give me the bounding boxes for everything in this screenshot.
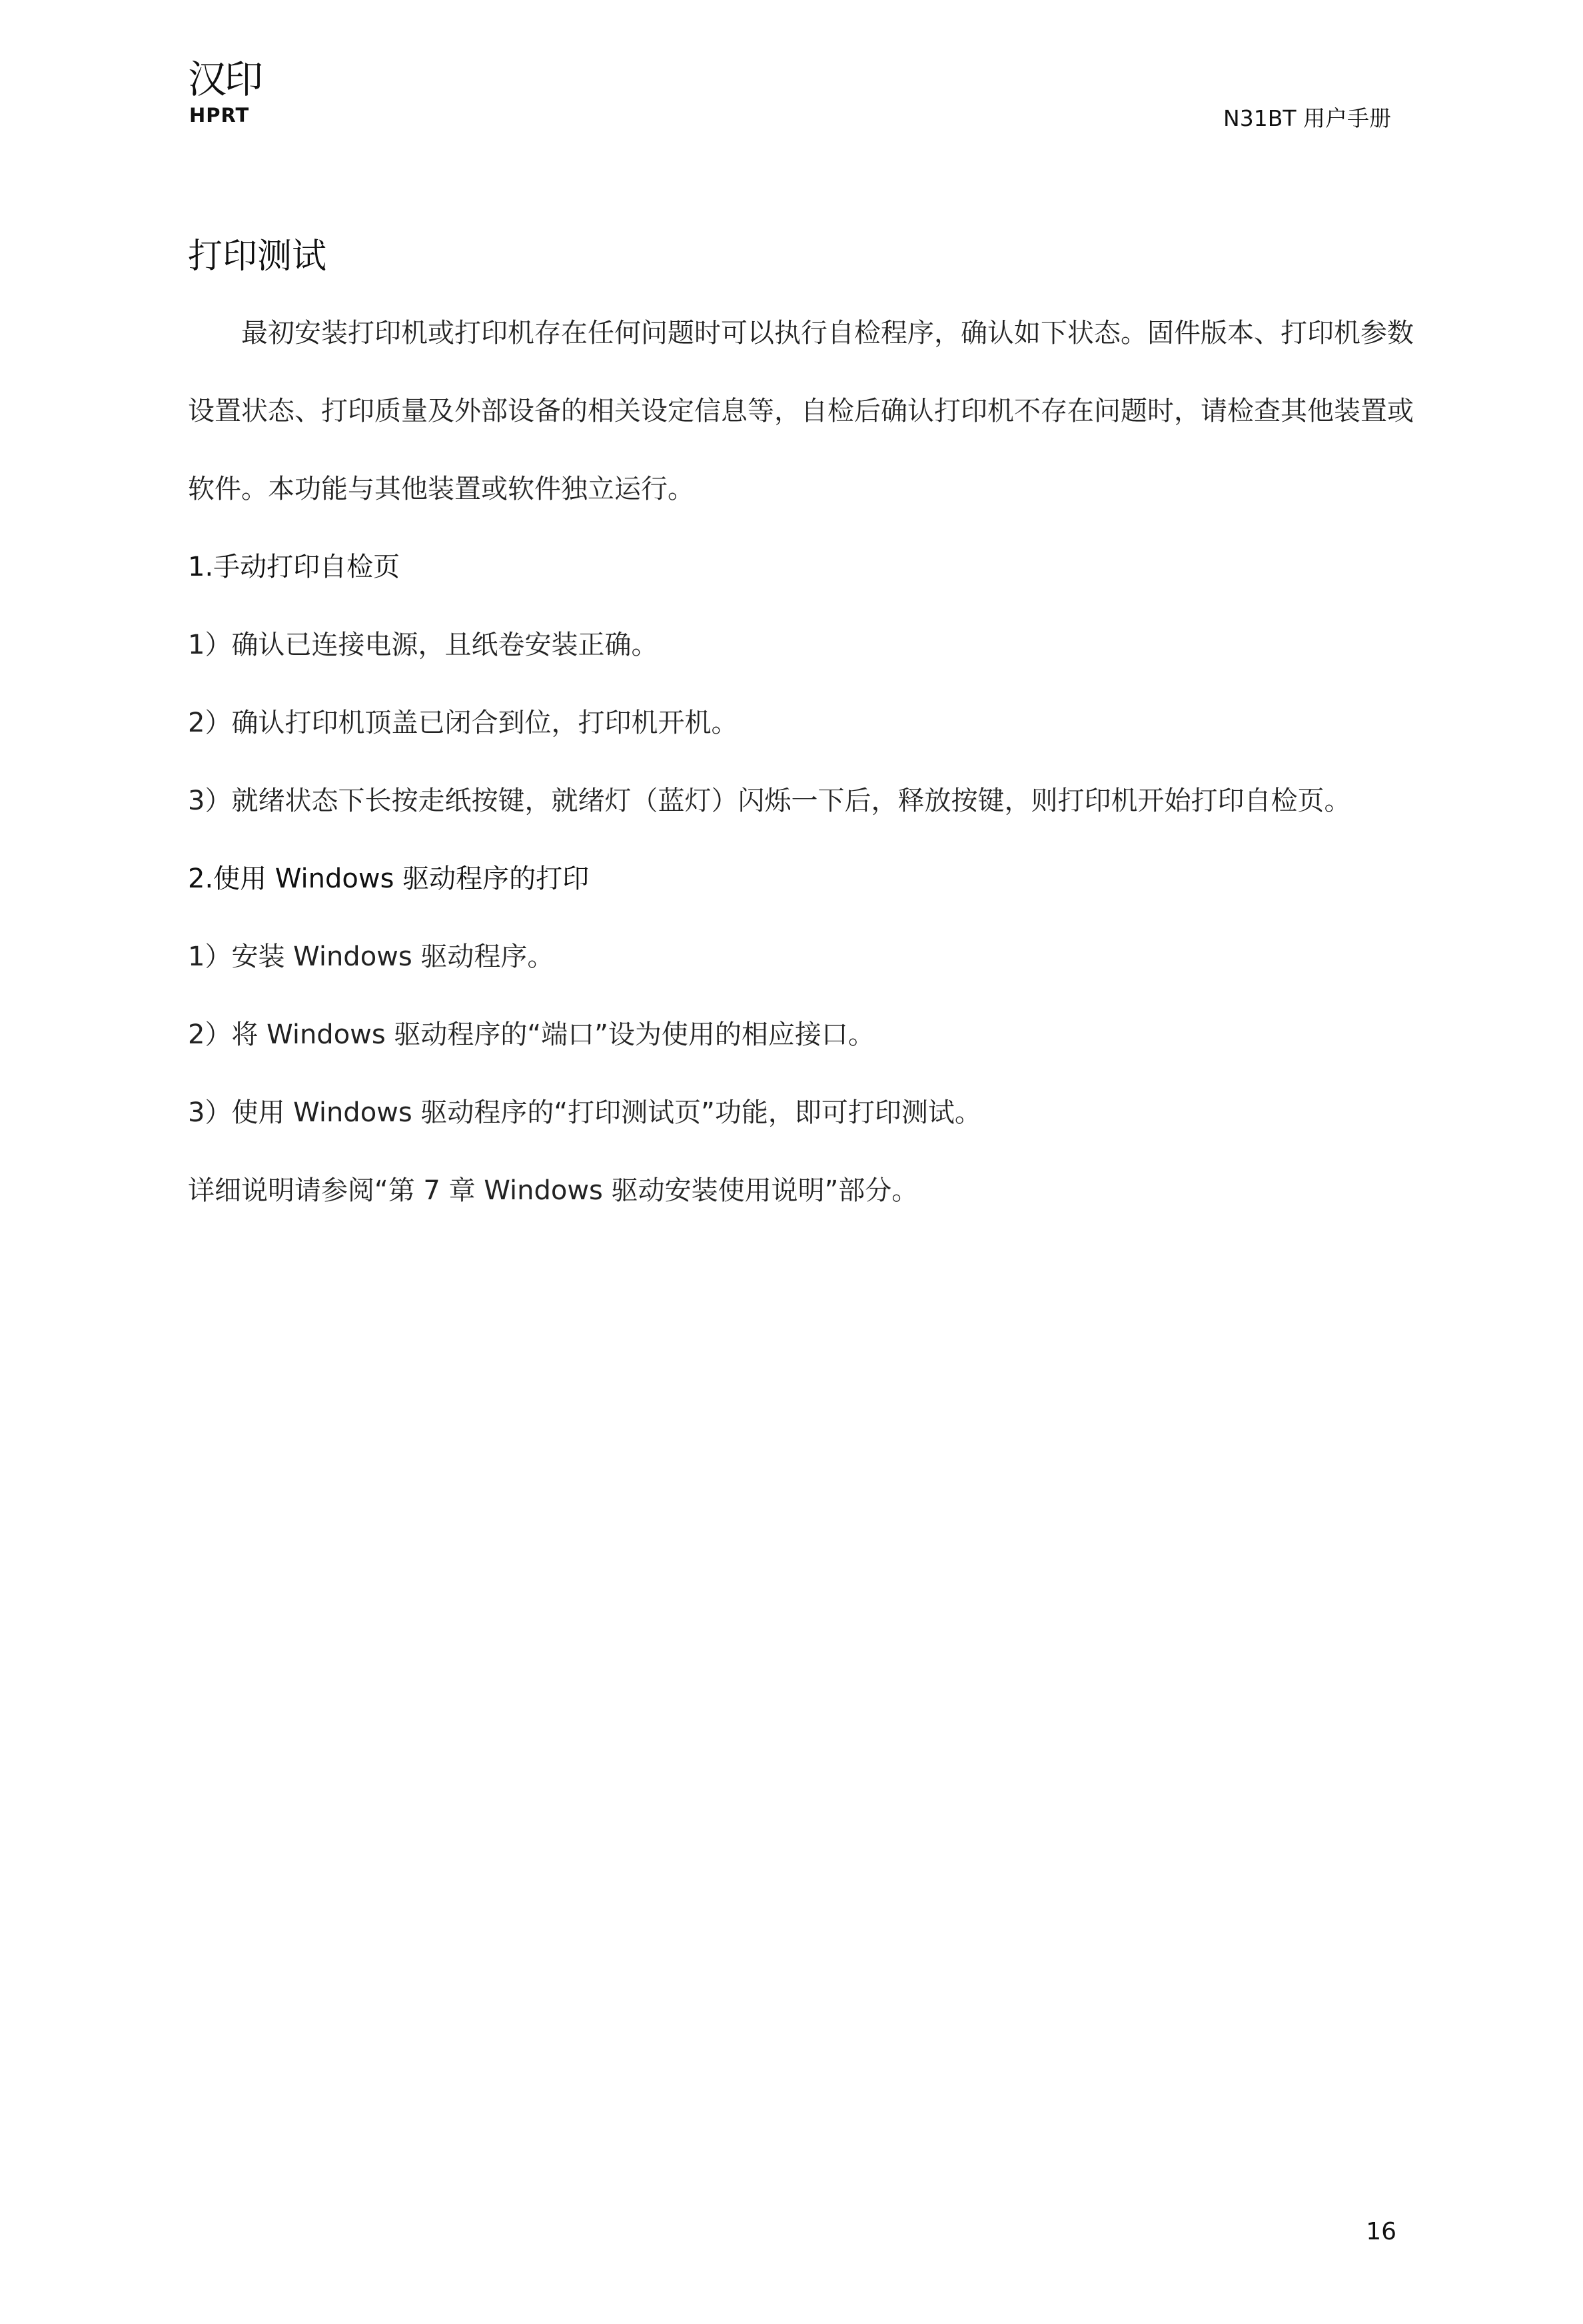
- hprt-logo: [188, 57, 274, 132]
- intro-paragraph: 最初安装打印机或打印机存在任何问题时可以执行自检程序，确认如下状态。固件版本、打印机参数设置状态、打印质量及外部设备的相关设定信息等，自检后确认打印机不存在问题时，请检查其他装置或软件。本功能与其他装置或软件独立运行。: [188, 318, 1414, 504]
- subsection-heading-windows-driver: 2.使用 Windows 驱动程序的打印: [188, 864, 590, 894]
- reference-note: 详细说明请参阅“第 7 章 Windows 驱动安装使用说明”部分。: [188, 1175, 919, 1206]
- step-item: 1）安装 Windows 驱动程序。: [188, 941, 554, 972]
- logo-chinese-text: 汉印: [188, 57, 262, 102]
- document-title: N31BT 用户手册: [1223, 105, 1391, 131]
- page-number: 16: [1366, 2218, 1396, 2245]
- logo-english-text: HPRT: [189, 104, 250, 127]
- step-item: 3）使用 Windows 驱动程序的“打印测试页”功能，即可打印测试。: [188, 1097, 981, 1128]
- main-content: [188, 233, 1416, 1230]
- section-title: 打印测试: [188, 237, 327, 277]
- step-item: 1）确认已连接电源，且纸卷安装正确。: [188, 630, 658, 660]
- step-item: 2）将 Windows 驱动程序的“端口”设为使用的相应接口。: [188, 1019, 875, 1050]
- step-item: 3）就绪状态下长按走纸按键，就绪灯（蓝灯）闪烁一下后，释放按键，则打印机开始打印自检页。: [188, 786, 1351, 816]
- subsection-heading-self-test: 1.手动打印自检页: [188, 552, 400, 582]
- step-item: 2）确认打印机顶盖已闭合到位，打印机开机。: [188, 708, 738, 738]
